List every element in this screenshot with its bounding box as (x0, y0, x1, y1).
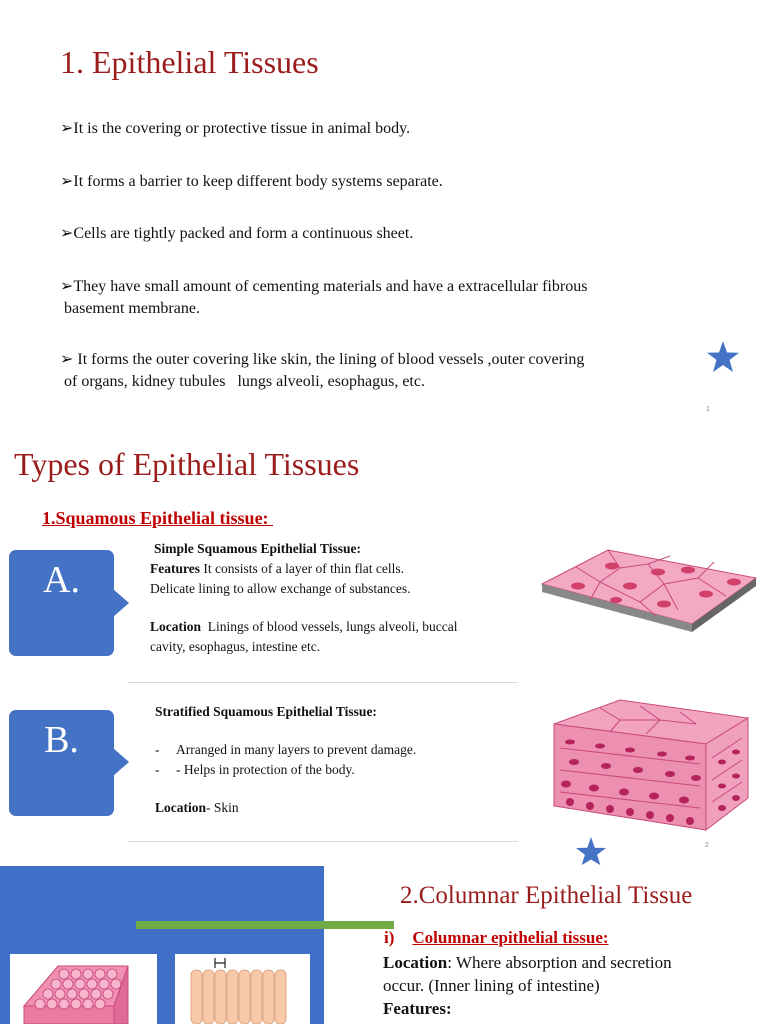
bullet-4 (60, 276, 587, 320)
bullet-2-text: It forms a barrier to keep different body systems separate. (73, 173, 443, 190)
badge-b-pointer (113, 748, 129, 776)
arrow-bullet-icon: ➢ (60, 225, 74, 242)
card-a-location (150, 617, 457, 637)
slide3-title: 2.Columnar Epithelial Tissue (400, 882, 693, 909)
item-number: i) (384, 928, 395, 947)
card-a-text (150, 539, 457, 657)
card-a-location-line2: cavity, esophagus, intestine etc. (150, 639, 321, 654)
columnar-tissue-illustration (175, 954, 310, 1024)
item-heading-text: Columnar epithelial tissue: (412, 928, 609, 947)
slide3-location-line2: occur. (Inner lining of intestine) (383, 976, 600, 995)
star-icon (706, 340, 740, 374)
badge-a-pointer (113, 589, 129, 617)
bullet-5 (60, 349, 584, 393)
arrow-bullet-icon: ➢ (60, 351, 74, 368)
page-number: 1 (706, 406, 710, 413)
divider-a (128, 682, 518, 683)
stratified-squamous-illustration (550, 698, 752, 832)
columnar-image-box-1 (10, 954, 157, 1024)
card-b-location-label: Location (155, 800, 207, 815)
card-b-item-1-text: Arranged in many layers to prevent damage. (176, 742, 417, 757)
divider-b (128, 841, 518, 842)
bullet-4-text: They have small amount of cementing materials and have a extracellular fibrous (73, 278, 588, 295)
bullet-1 (60, 118, 410, 140)
cuboidal-tissue-illustration (10, 954, 157, 1024)
simple-squamous-illustration (538, 544, 758, 634)
dash-bullet: - (155, 742, 160, 757)
slide2-title: Types of Epithelial Tissues (14, 446, 360, 482)
badge-a-label: A. (43, 559, 80, 601)
bullet-3 (60, 223, 413, 245)
slide3-location-text: : Where absorption and secretion (447, 953, 672, 972)
bullet-4-text-line2: basement membrane. (60, 300, 200, 317)
star-icon (574, 836, 608, 866)
slide1-title: 1. Epithelial Tissues (60, 44, 319, 80)
card-a-location-label: Location (150, 619, 202, 634)
bullet-1-text: It is the covering or protective tissue in animal body. (73, 120, 411, 137)
arrow-bullet-icon: ➢ (60, 120, 74, 137)
card-b-location (155, 798, 416, 818)
page-number: 2 (705, 842, 709, 849)
card-b-item-2-text: - Helps in protection of the body. (176, 762, 355, 777)
badge-b-label: B. (44, 719, 79, 761)
green-accent-bar (136, 921, 394, 929)
arrow-bullet-icon: ➢ (60, 173, 74, 190)
slide3-features-label: Features: (383, 999, 452, 1018)
bullet-2 (60, 171, 443, 193)
badge-a (9, 550, 114, 656)
card-a-heading: Simple Squamous Epithelial Tissue: (154, 541, 361, 556)
card-b-text (155, 702, 416, 818)
badge-b (9, 710, 114, 816)
card-a-features (150, 559, 457, 579)
slide3-item-heading (384, 928, 609, 948)
slide3-location (383, 951, 672, 974)
columnar-image-box-2 (175, 954, 310, 1024)
dash-bullet: - (155, 762, 160, 777)
bullet-3-text: Cells are tightly packed and form a continuous sheet. (73, 225, 414, 242)
card-b-heading: Stratified Squamous Epithelial Tissue: (155, 704, 377, 719)
card-a-features-label: Features (150, 561, 200, 576)
card-b-location-text: - Skin (206, 800, 239, 815)
slide3-location-label: Location (383, 953, 448, 972)
arrow-bullet-icon: ➢ (60, 278, 74, 295)
bullet-5-text: It forms the outer covering like skin, the lining of blood vessels ,outer covering (73, 351, 585, 368)
bullet-5-text-line2: of organs, kidney tubules lungs alveoli, esophagus, etc. (60, 373, 425, 390)
card-a-line2: Delicate lining to allow exchange of substances. (150, 581, 411, 596)
card-a-features-text: It consists of a layer of thin flat cells. (200, 561, 404, 576)
slide3-body (383, 951, 672, 1020)
card-b-item-2 (155, 760, 416, 780)
card-b-item-1 (155, 740, 416, 760)
card-a-location-text: Linings of blood vessels, lungs alveoli, buccal (201, 619, 458, 634)
slide2-subtitle: 1.Squamous Epithelial tissue: (42, 508, 274, 528)
